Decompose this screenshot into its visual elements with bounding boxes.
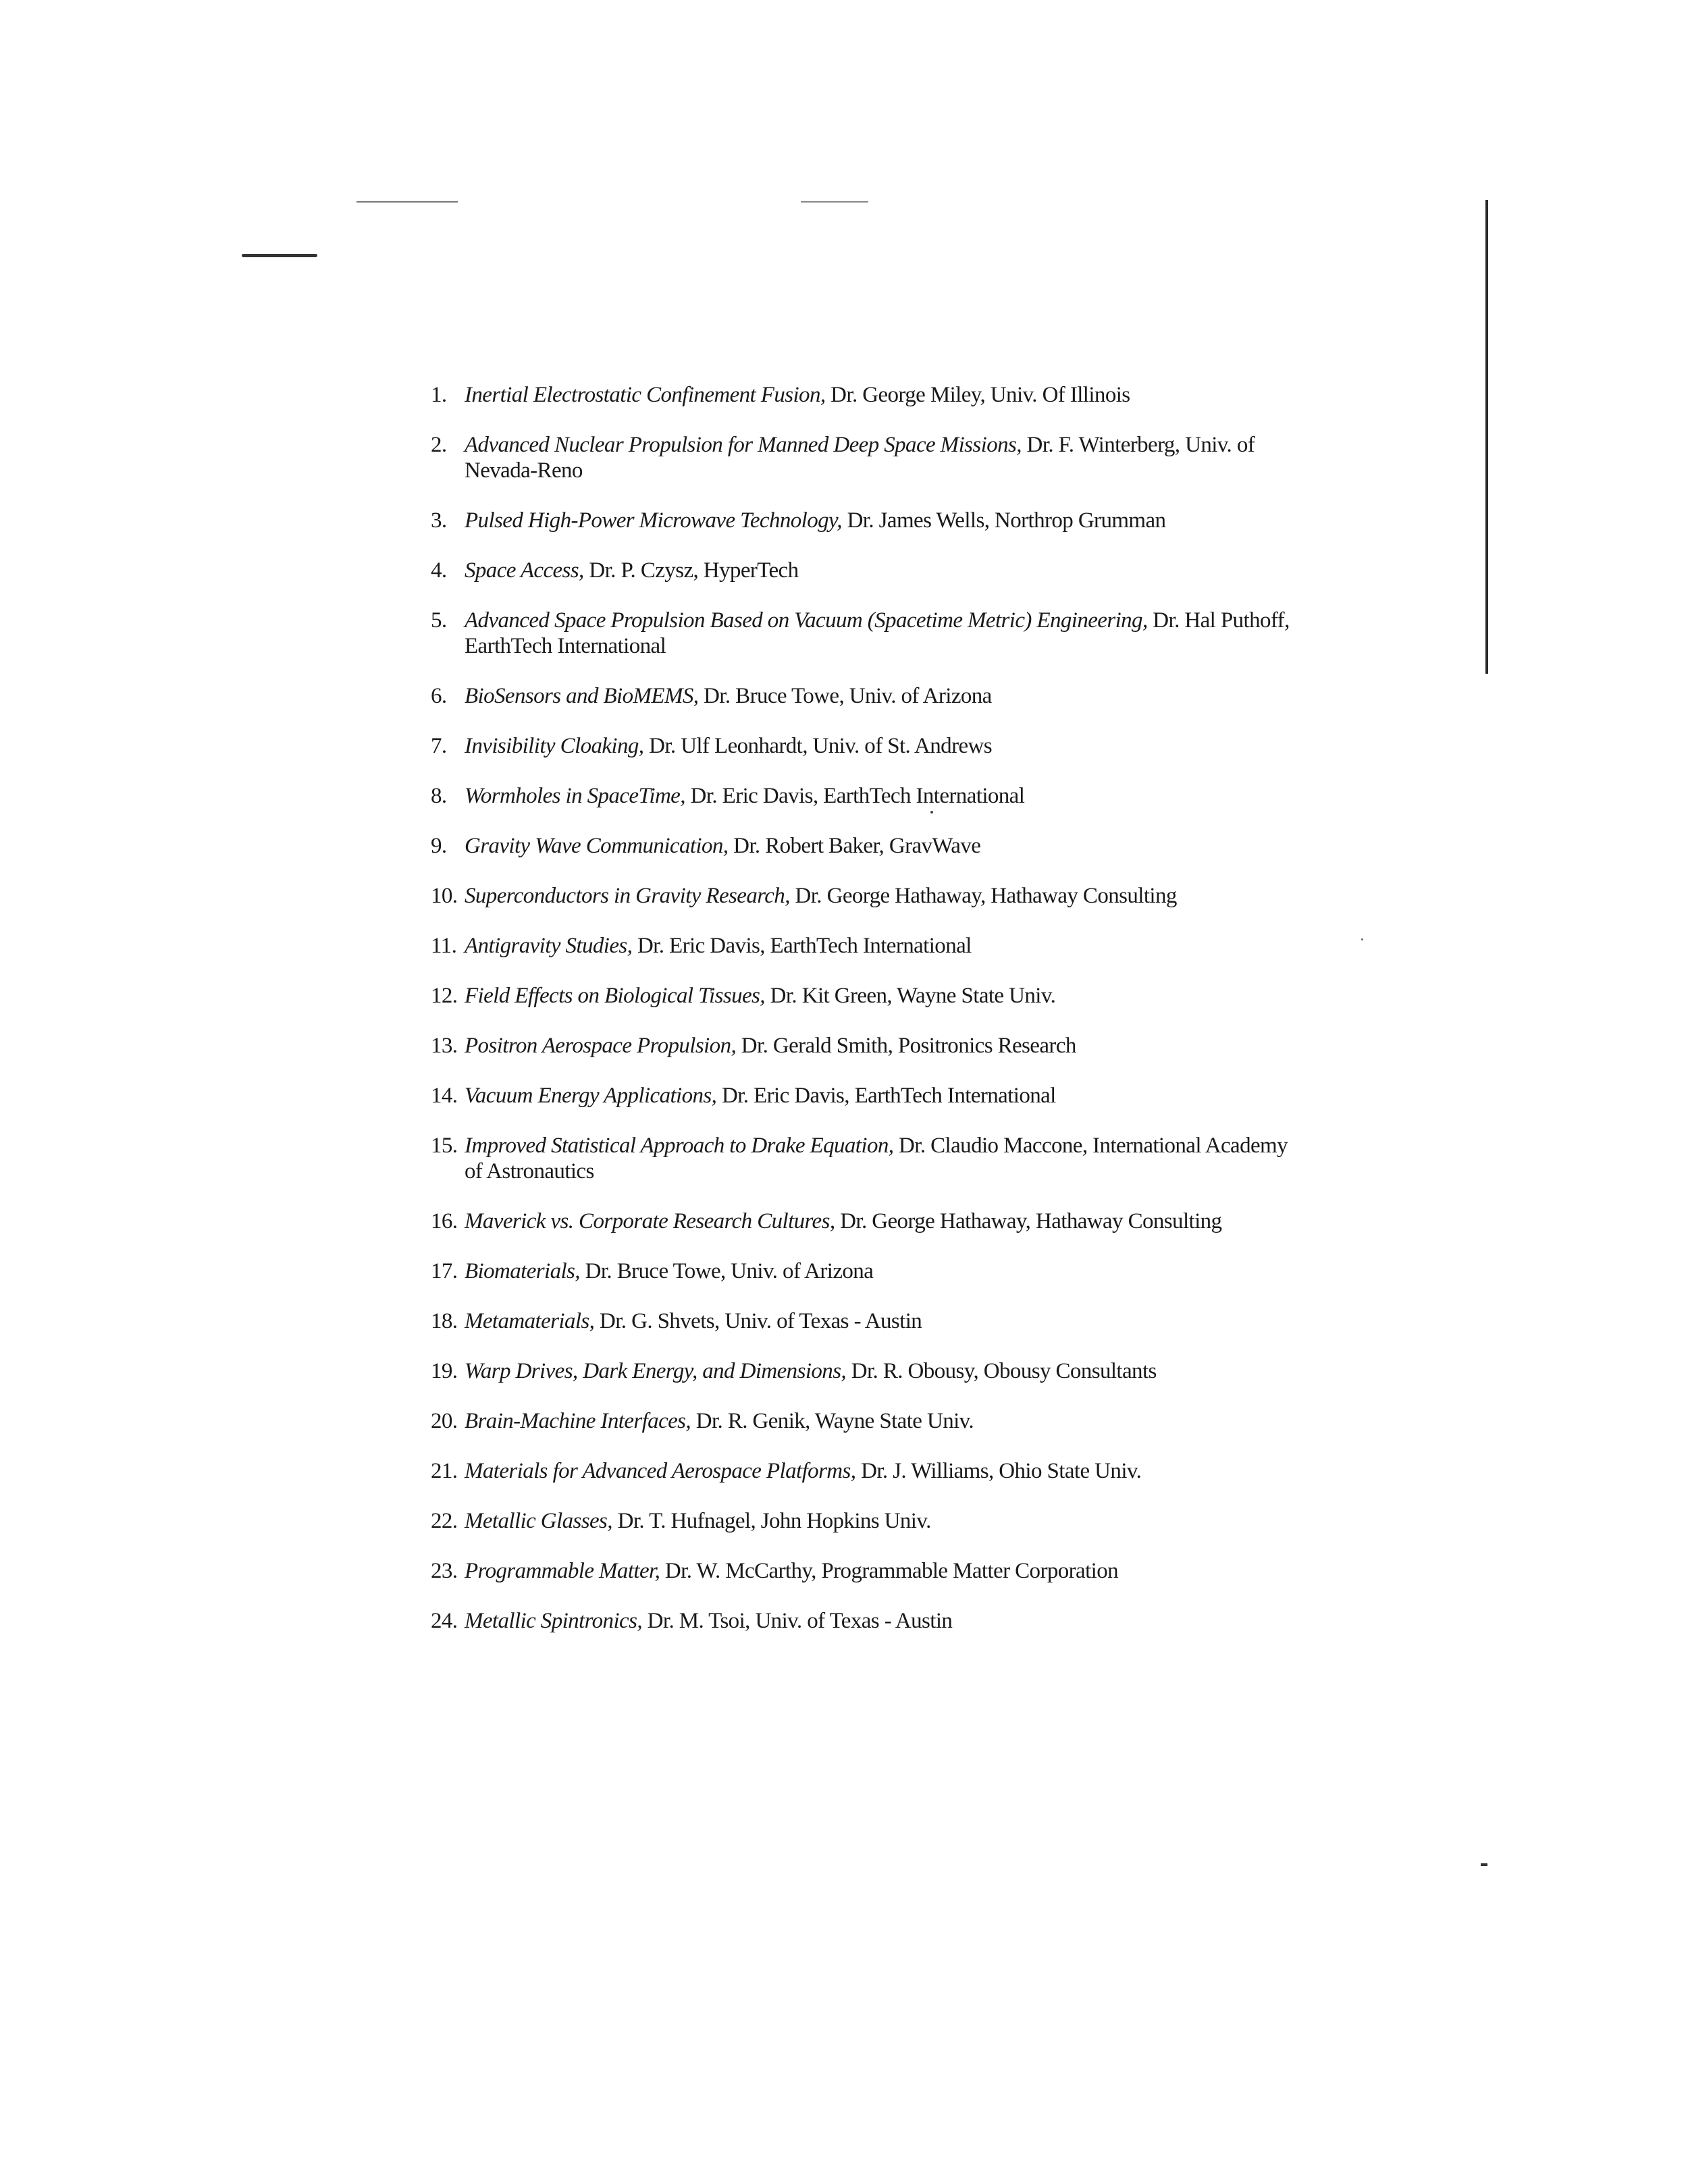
item-topic-title: Metamaterials, [465, 1309, 595, 1333]
item-number: 7. [431, 734, 447, 758]
item-number: 19. [431, 1359, 458, 1383]
item-topic-title: Vacuum Energy Applications, [465, 1084, 717, 1108]
item-topic-title: Brain-Machine Interfaces, [465, 1409, 691, 1433]
list-item [431, 1083, 1295, 1109]
item-topic-title: Antigravity Studies, [465, 934, 633, 958]
item-topic-title: Superconductors in Gravity Research, [465, 884, 790, 908]
item-number: 8. [431, 784, 447, 808]
item-number: 16. [431, 1209, 458, 1233]
list-item [431, 1258, 1295, 1284]
item-presenter-affiliation: Dr. George Hathaway, Hathaway Consulting [795, 884, 1177, 908]
item-presenter-affiliation: Dr. R. Genik, Wayne State Univ. [695, 1409, 974, 1433]
list-item [431, 683, 1295, 709]
item-number: 11. [431, 934, 457, 958]
item-presenter-affiliation: Dr. R. Obousy, Obousy Consultants [851, 1359, 1157, 1383]
item-number: 13. [431, 1034, 458, 1058]
item-topic-title: Gravity Wave Communication, [465, 834, 729, 858]
item-topic-title: Biomaterials, [465, 1259, 580, 1283]
item-presenter-affiliation: Dr. Kit Green, Wayne State Univ. [770, 984, 1056, 1008]
scan-speck [1361, 938, 1363, 940]
scan-dash-mark [1481, 1863, 1487, 1866]
list-item [431, 883, 1295, 909]
list-item [431, 608, 1295, 659]
item-number: 20. [431, 1409, 458, 1433]
item-presenter-affiliation: Dr. Eric Davis, EarthTech International [721, 1084, 1056, 1108]
item-topic-title: Field Effects on Biological Tissues, [465, 984, 765, 1008]
right-margin-rule [1485, 200, 1488, 674]
item-topic-title: Warp Drives, Dark Energy, and Dimensions, [465, 1359, 847, 1383]
item-number: 18. [431, 1309, 458, 1333]
item-number: 4. [431, 558, 447, 583]
item-presenter-affiliation: Dr. G. Shvets, Univ. of Texas - Austin [599, 1309, 922, 1333]
list-item [431, 1558, 1295, 1584]
item-presenter-affiliation: Dr. James Wells, Northrop Grumman [847, 508, 1166, 533]
item-topic-title: Metallic Glasses, [465, 1509, 612, 1533]
item-number: 23. [431, 1559, 458, 1583]
item-presenter-affiliation: Dr. F. Winterberg, Univ. of Nevada-Reno [465, 433, 1255, 483]
item-topic-title: Advanced Nuclear Propulsion for Manned Deep Space Missions, [465, 433, 1022, 457]
item-topic-title: Invisibility Cloaking, [465, 734, 644, 758]
item-number: 22. [431, 1509, 458, 1533]
item-presenter-affiliation: Dr. Eric Davis, EarthTech International [637, 934, 972, 958]
item-number: 2. [431, 433, 447, 457]
list-item [431, 558, 1295, 583]
list-item [431, 933, 1295, 959]
item-topic-title: Improved Statistical Approach to Drake Equation, [465, 1134, 894, 1158]
item-number: 5. [431, 608, 447, 633]
item-presenter-affiliation: Dr. Bruce Towe, Univ. of Arizona [585, 1259, 874, 1283]
item-topic-title: Positron Aerospace Propulsion, [465, 1034, 737, 1058]
scan-rule-top-center [801, 201, 868, 203]
item-presenter-affiliation: Dr. George Miley, Univ. Of Illinois [830, 383, 1130, 407]
list-item [431, 1608, 1295, 1634]
item-presenter-affiliation: Dr. Hal Puthoff, EarthTech International [465, 608, 1290, 658]
item-presenter-affiliation: Dr. Eric Davis, EarthTech International [690, 784, 1025, 808]
list-item [431, 1308, 1295, 1334]
item-topic-title: BioSensors and BioMEMS, [465, 684, 699, 708]
item-number: 9. [431, 834, 447, 858]
margin-pen-mark [242, 254, 317, 257]
item-presenter-affiliation: Dr. J. Williams, Ohio State Univ. [861, 1459, 1142, 1483]
item-presenter-affiliation: Dr. Bruce Towe, Univ. of Arizona [704, 684, 992, 708]
list-item [431, 833, 1295, 859]
item-number: 1. [431, 383, 447, 407]
item-topic-title: Inertial Electrostatic Confinement Fusion, [465, 383, 826, 407]
item-number: 17. [431, 1259, 458, 1283]
item-number: 6. [431, 684, 447, 708]
item-topic-title: Metallic Spintronics, [465, 1609, 642, 1633]
item-number: 21. [431, 1459, 458, 1483]
briefing-topic-list [431, 382, 1295, 1658]
list-item [431, 508, 1295, 533]
item-presenter-affiliation: Dr. Gerald Smith, Positronics Research [741, 1034, 1076, 1058]
item-number: 12. [431, 984, 458, 1008]
item-topic-title: Materials for Advanced Aerospace Platforms, [465, 1459, 856, 1483]
item-topic-title: Advanced Space Propulsion Based on Vacuum (Spacetime Metric) Engineering, [465, 608, 1148, 633]
scan-rule-top-left [357, 201, 458, 203]
item-topic-title: Maverick vs. Corporate Research Cultures, [465, 1209, 835, 1233]
item-topic-title: Space Access, [465, 558, 584, 583]
list-item [431, 1358, 1295, 1384]
item-presenter-affiliation: Dr. M. Tsoi, Univ. of Texas - Austin [647, 1609, 953, 1633]
item-presenter-affiliation: Dr. Claudio Maccone, International Academy of Astronautics [465, 1134, 1288, 1183]
list-item [431, 432, 1295, 483]
list-item [431, 733, 1295, 759]
item-topic-title: Programmable Matter, [465, 1559, 660, 1583]
item-topic-title: Wormholes in SpaceTime, [465, 784, 685, 808]
item-presenter-affiliation: Dr. George Hathaway, Hathaway Consulting [840, 1209, 1222, 1233]
list-item [431, 1033, 1295, 1059]
list-item [431, 1133, 1295, 1184]
item-number: 15. [431, 1134, 458, 1158]
list-item [431, 1458, 1295, 1484]
item-presenter-affiliation: Dr. Robert Baker, GravWave [733, 834, 981, 858]
item-topic-title: Pulsed High-Power Microwave Technology, [465, 508, 842, 533]
item-number: 24. [431, 1609, 458, 1633]
item-presenter-affiliation: Dr. Ulf Leonhardt, Univ. of St. Andrews [649, 734, 992, 758]
list-item [431, 382, 1295, 408]
item-number: 14. [431, 1084, 458, 1108]
list-item [431, 983, 1295, 1009]
item-number: 3. [431, 508, 447, 533]
item-presenter-affiliation: Dr. W. McCarthy, Programmable Matter Corporation [664, 1559, 1119, 1583]
list-item [431, 1508, 1295, 1534]
item-presenter-affiliation: Dr. T. Hufnagel, John Hopkins Univ. [617, 1509, 931, 1533]
item-number: 10. [431, 884, 458, 908]
list-item [431, 1408, 1295, 1434]
item-presenter-affiliation: Dr. P. Czysz, HyperTech [589, 558, 799, 583]
list-item [431, 783, 1295, 809]
list-item [431, 1208, 1295, 1234]
